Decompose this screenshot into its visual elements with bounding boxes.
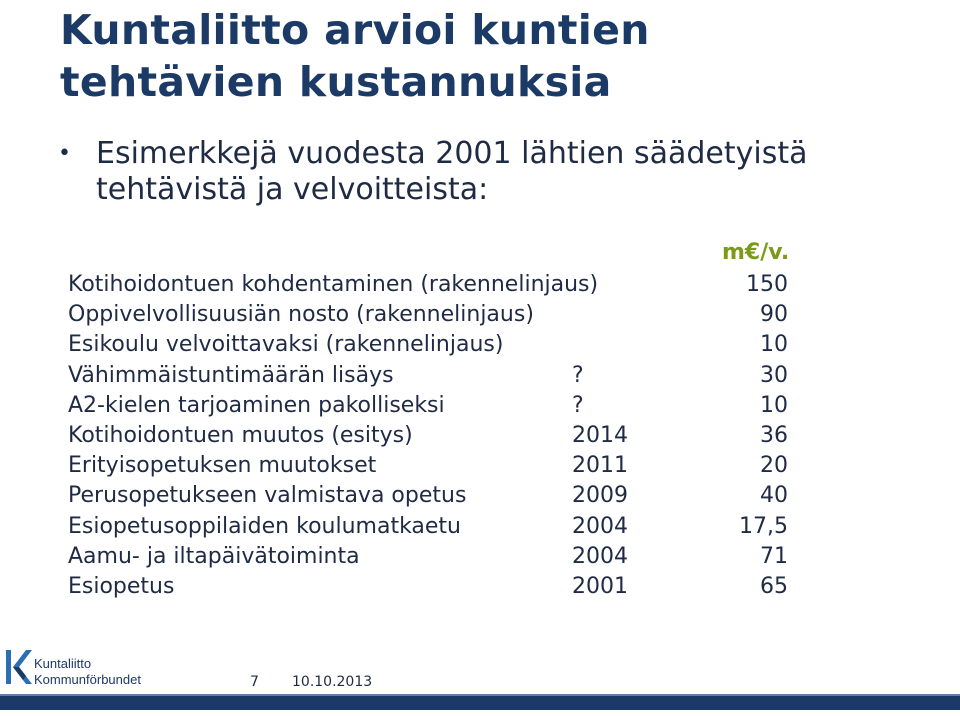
logo-line1: Kuntaliitto (34, 656, 92, 671)
row-value: 40 (760, 483, 788, 509)
logo-line2: Kommunförbundet (34, 672, 141, 687)
row-value: 65 (760, 573, 788, 599)
row-label: Erityisopetuksen muutokset (68, 453, 377, 479)
row-value: 10 (760, 332, 788, 358)
slide-title-line2: tehtävien kustannuksia (60, 58, 612, 106)
row-label: Kotihoidontuen muutos (esitys) (68, 422, 413, 448)
row-value: 10 (760, 392, 788, 418)
row-value: 71 (760, 543, 788, 569)
bullet-line1: Esimerkkejä vuodesta 2001 lähtien säädetyistä (96, 136, 808, 171)
table-row (68, 421, 828, 451)
row-label: Kotihoidontuen kohdentaminen (rakennelinjaus) (68, 272, 599, 297)
table-row (68, 572, 828, 602)
row-value: 17,5 (739, 513, 788, 539)
row-label: Vähimmäistuntimäärän lisäys (68, 362, 394, 388)
row-label: Esiopetusoppilaiden koulumatkaetu (68, 513, 462, 539)
row-year: 2004 (572, 513, 628, 539)
row-label: Perusopetukseen valmistava opetus (68, 483, 467, 509)
row-value: 90 (760, 302, 788, 328)
row-label: Esiopetus (68, 573, 175, 599)
kuntaliitto-logo-icon (4, 648, 32, 686)
logo-wordmark (34, 656, 141, 688)
row-label: Aamu- ja iltapäivätoiminta (68, 543, 360, 569)
row-year: 2014 (572, 422, 628, 448)
row-year: ? (572, 362, 584, 388)
row-value: 36 (760, 422, 788, 448)
table-row (68, 481, 828, 511)
table-row (68, 391, 828, 421)
table-row (68, 451, 828, 481)
row-year: 2004 (572, 543, 628, 569)
slide-date: 10.10.2013 (292, 674, 373, 690)
row-year: 2009 (572, 483, 628, 509)
table-row (68, 542, 828, 572)
row-value: 150 (746, 272, 788, 297)
slide-title (60, 4, 920, 108)
row-label: Esikoulu velvoittavaksi (rakennelinjaus) (68, 332, 504, 358)
bullet-line2: tehtävistä ja velvoitteista: (96, 172, 489, 207)
page-number: 7 (250, 674, 259, 690)
row-label: A2-kielen tarjoaminen pakolliseksi (68, 392, 445, 418)
footer-bar (0, 696, 960, 710)
slide-title-line1: Kuntaliitto arvioi kuntien (60, 6, 650, 54)
row-year: ? (572, 392, 584, 418)
row-year: 2001 (572, 573, 628, 599)
table-row (68, 300, 828, 330)
kuntaliitto-logo (4, 648, 204, 688)
bullet-point (58, 136, 928, 208)
row-label: Oppivelvollisuusiän nosto (rakennelinjaus) (68, 302, 534, 328)
unit-header: m€/v. (722, 240, 790, 265)
table-row (68, 330, 828, 360)
table-row (68, 270, 828, 300)
cost-table (68, 270, 828, 602)
row-value: 20 (760, 453, 788, 479)
table-row (68, 361, 828, 391)
table-row (68, 512, 828, 542)
bullet-marker: • (58, 141, 71, 166)
row-value: 30 (760, 362, 788, 388)
row-year: 2011 (572, 453, 628, 479)
